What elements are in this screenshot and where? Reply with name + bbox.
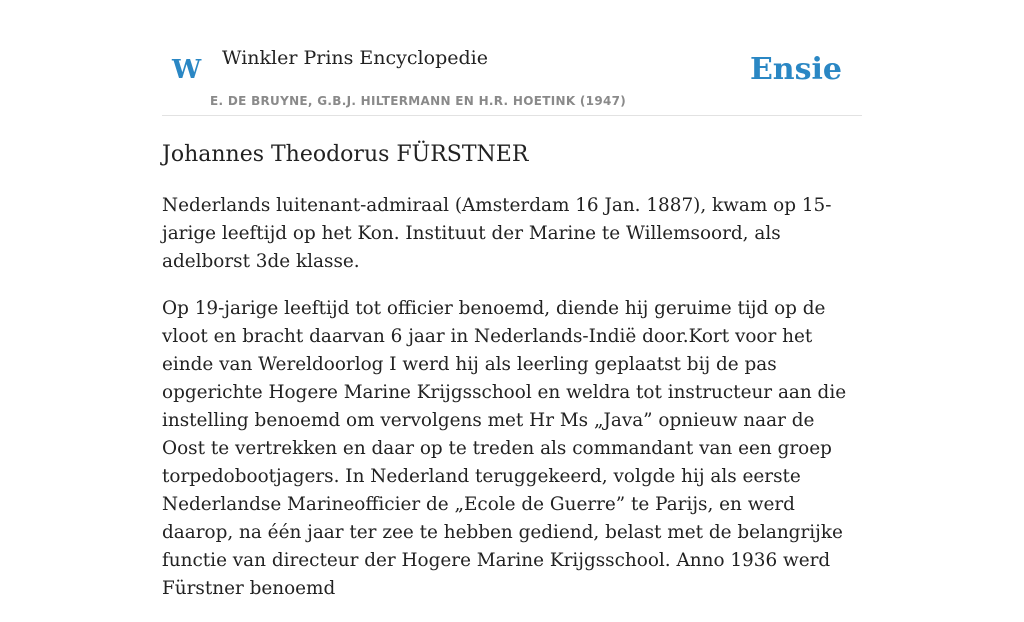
article-title: Johannes Theodorus FÜRSTNER — [162, 142, 529, 167]
article-body — [162, 192, 862, 622]
article-paragraph-1: Nederlands luitenant-admiraal (Amsterdam 16 Jan. 1887), kwam op 15-jarige leeftijd op het Kon. Instituut der Marine te Willemsoord, als adelborst 3de klasse. — [162, 195, 832, 272]
source-header — [162, 0, 862, 116]
page — [162, 0, 862, 599]
ensie-brand-logo[interactable]: Ensie — [749, 52, 842, 87]
winkler-prins-logo[interactable]: W — [172, 55, 202, 85]
source-authors: E. DE BRUYNE, G.B.J. HILTERMANN EN H.R. HOETINK (1947) — [210, 94, 627, 108]
article-paragraph-2: Op 19-jarige leeftijd tot officier benoemd, diende hij geruime tijd op de vloot en bracht daarvan 6 jaar in Nederlands-Indië door.Kort voor het einde van Wereldoorlog I werd hij als leerling geplaatst bij de pas opgerichte Hogere Marine Krijgsschool en weldra tot instructeur aan die instelling benoemd om vervolgens met Hr Ms „Java” opnieuw naar de Oost te vertrekken en daar op te treden als commandant van een groep torpedobootjagers. In Nederland teruggekeerd, volgde hij als eerste Nederlandse Marineofficier de „Ecole de Guerre” te Parijs, en werd daarop, na één jaar ter zee te hebben gediend, belast met de belangrijke functie van directeur der Hogere Marine Krijgsschool. Anno 1936 werd Fürstner benoemd — [162, 298, 847, 599]
source-title[interactable]: Winkler Prins Encyclopedie — [222, 47, 488, 69]
